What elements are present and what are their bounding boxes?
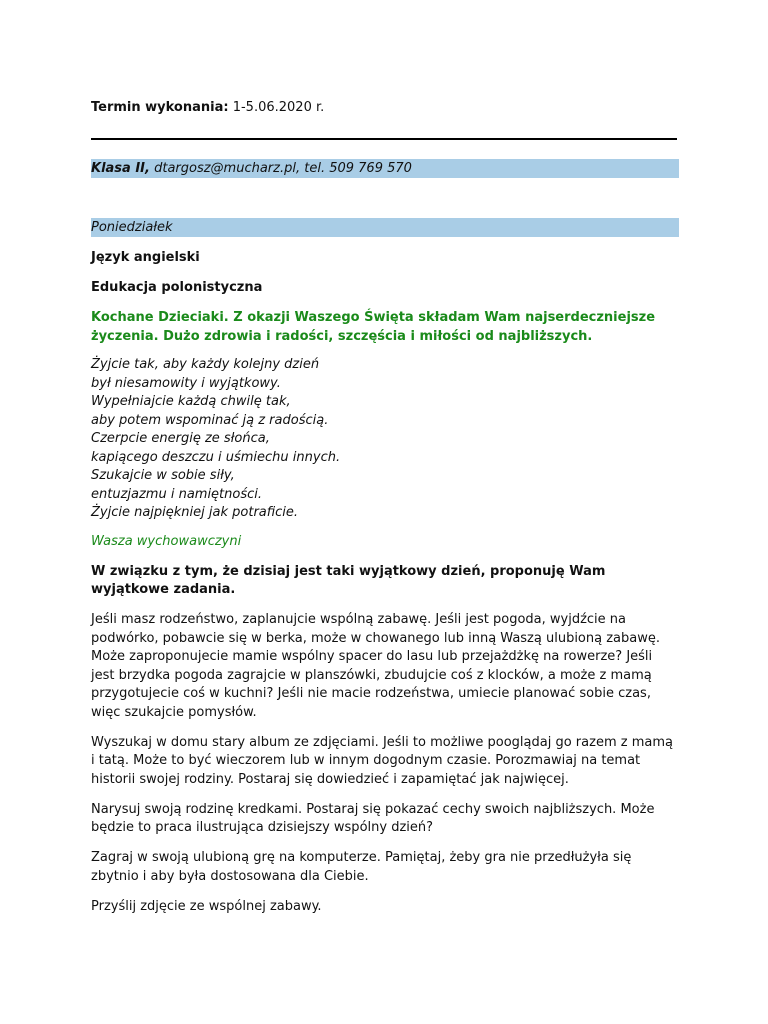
poem-line: Żyjcie tak, aby każdy kolejny dzień [91, 357, 320, 372]
deadline-line [91, 99, 324, 118]
signature: Wasza wychowawczyni [91, 533, 242, 549]
poem-line: Wypełniajcie każdą chwilę tak, [91, 394, 291, 409]
poem-line: entuzjazmu i namiętności. [91, 486, 263, 502]
poem-line: Szukajcie w sobie siły, [91, 468, 235, 483]
day-name: Poniedziałek [91, 220, 173, 235]
contact-info: dtargosz@mucharz.pl, tel. 509 769 570 [154, 161, 412, 176]
lead-paragraph: W związku z tym, że dzisiaj jest taki wyjątkowy dzień, proponuję Wam wyjątkowe zadania. [91, 563, 606, 597]
poem-line: Żyjcie najpiękniej jak potraficie. [91, 505, 299, 520]
paragraph: Wyszukaj w domu stary album ze zdjęciami. Jeśli to możliwe pooglądaj go razem z mamą i tatą. Może to być wieczorem lub w innym dogodnym czasie. Porozmawiaj na temat historii swojej rodziny. Postaraj się dowiedzieć i zapamiętać jak najwięcej. [91, 734, 673, 787]
class-name: Klasa II, [91, 161, 150, 176]
poem-line: kapiącego deszczu i uśmiechu innych. [91, 449, 341, 465]
class-band [91, 159, 679, 178]
paragraph: Przyślij zdjęcie ze wspólnej zabawy. [91, 898, 322, 914]
poem-line: był niesamowity i wyjątkowy. [91, 375, 281, 391]
horizontal-rule [91, 138, 677, 140]
poem-line: Czerpcie energię ze słońca, [91, 431, 270, 446]
subject-english: Język angielski [91, 250, 200, 265]
deadline-value: 1-5.06.2020 r. [232, 100, 325, 115]
subject-polish: Edukacja polonistyczna [91, 280, 263, 295]
greeting-text: Kochane Dzieciaki. Z okazji Waszego Święta składam Wam najserdeczniejsze życzenia. Dużo zdrowia i radości, szczęścia i miłości od najbliższych. [91, 310, 656, 344]
paragraph: Narysuj swoją rodzinę kredkami. Postaraj się pokazać cechy swoich najbliższych. Może będzie to praca ilustrująca dzisiejszy wspólny dzień? [91, 801, 655, 835]
deadline-label: Termin wykonania: [91, 100, 229, 115]
poem-line: aby potem wspominać ją z radością. [91, 412, 329, 428]
paragraph: Zagraj w swoją ulubioną grę na komputerze. Pamiętaj, żeby gra nie przedłużyła się zbytnio i aby była dostosowana dla Ciebie. [91, 850, 632, 884]
day-band [91, 218, 679, 237]
poem [91, 356, 679, 523]
paragraph: Jeśli masz rodzeństwo, zaplanujcie wspólną zabawę. Jeśli jest pogoda, wyjdźcie na podwórko, pobawcie się w berka, może w chowanego lub inną Waszą ulubioną zabawę. Może zaproponujecie mamie wspólny spacer do lasu lub przejażdżkę na rowerze? Jeśli jest brzydka pogoda zagrajcie w planszówki, zbudujcie coś z klocków, a może z mamą przygotujecie coś w kuchni? Jeśli nie macie rodzeństwa, umiecie planować sobie czas, więc szukajcie pomysłów. [91, 612, 660, 720]
content [91, 249, 679, 916]
